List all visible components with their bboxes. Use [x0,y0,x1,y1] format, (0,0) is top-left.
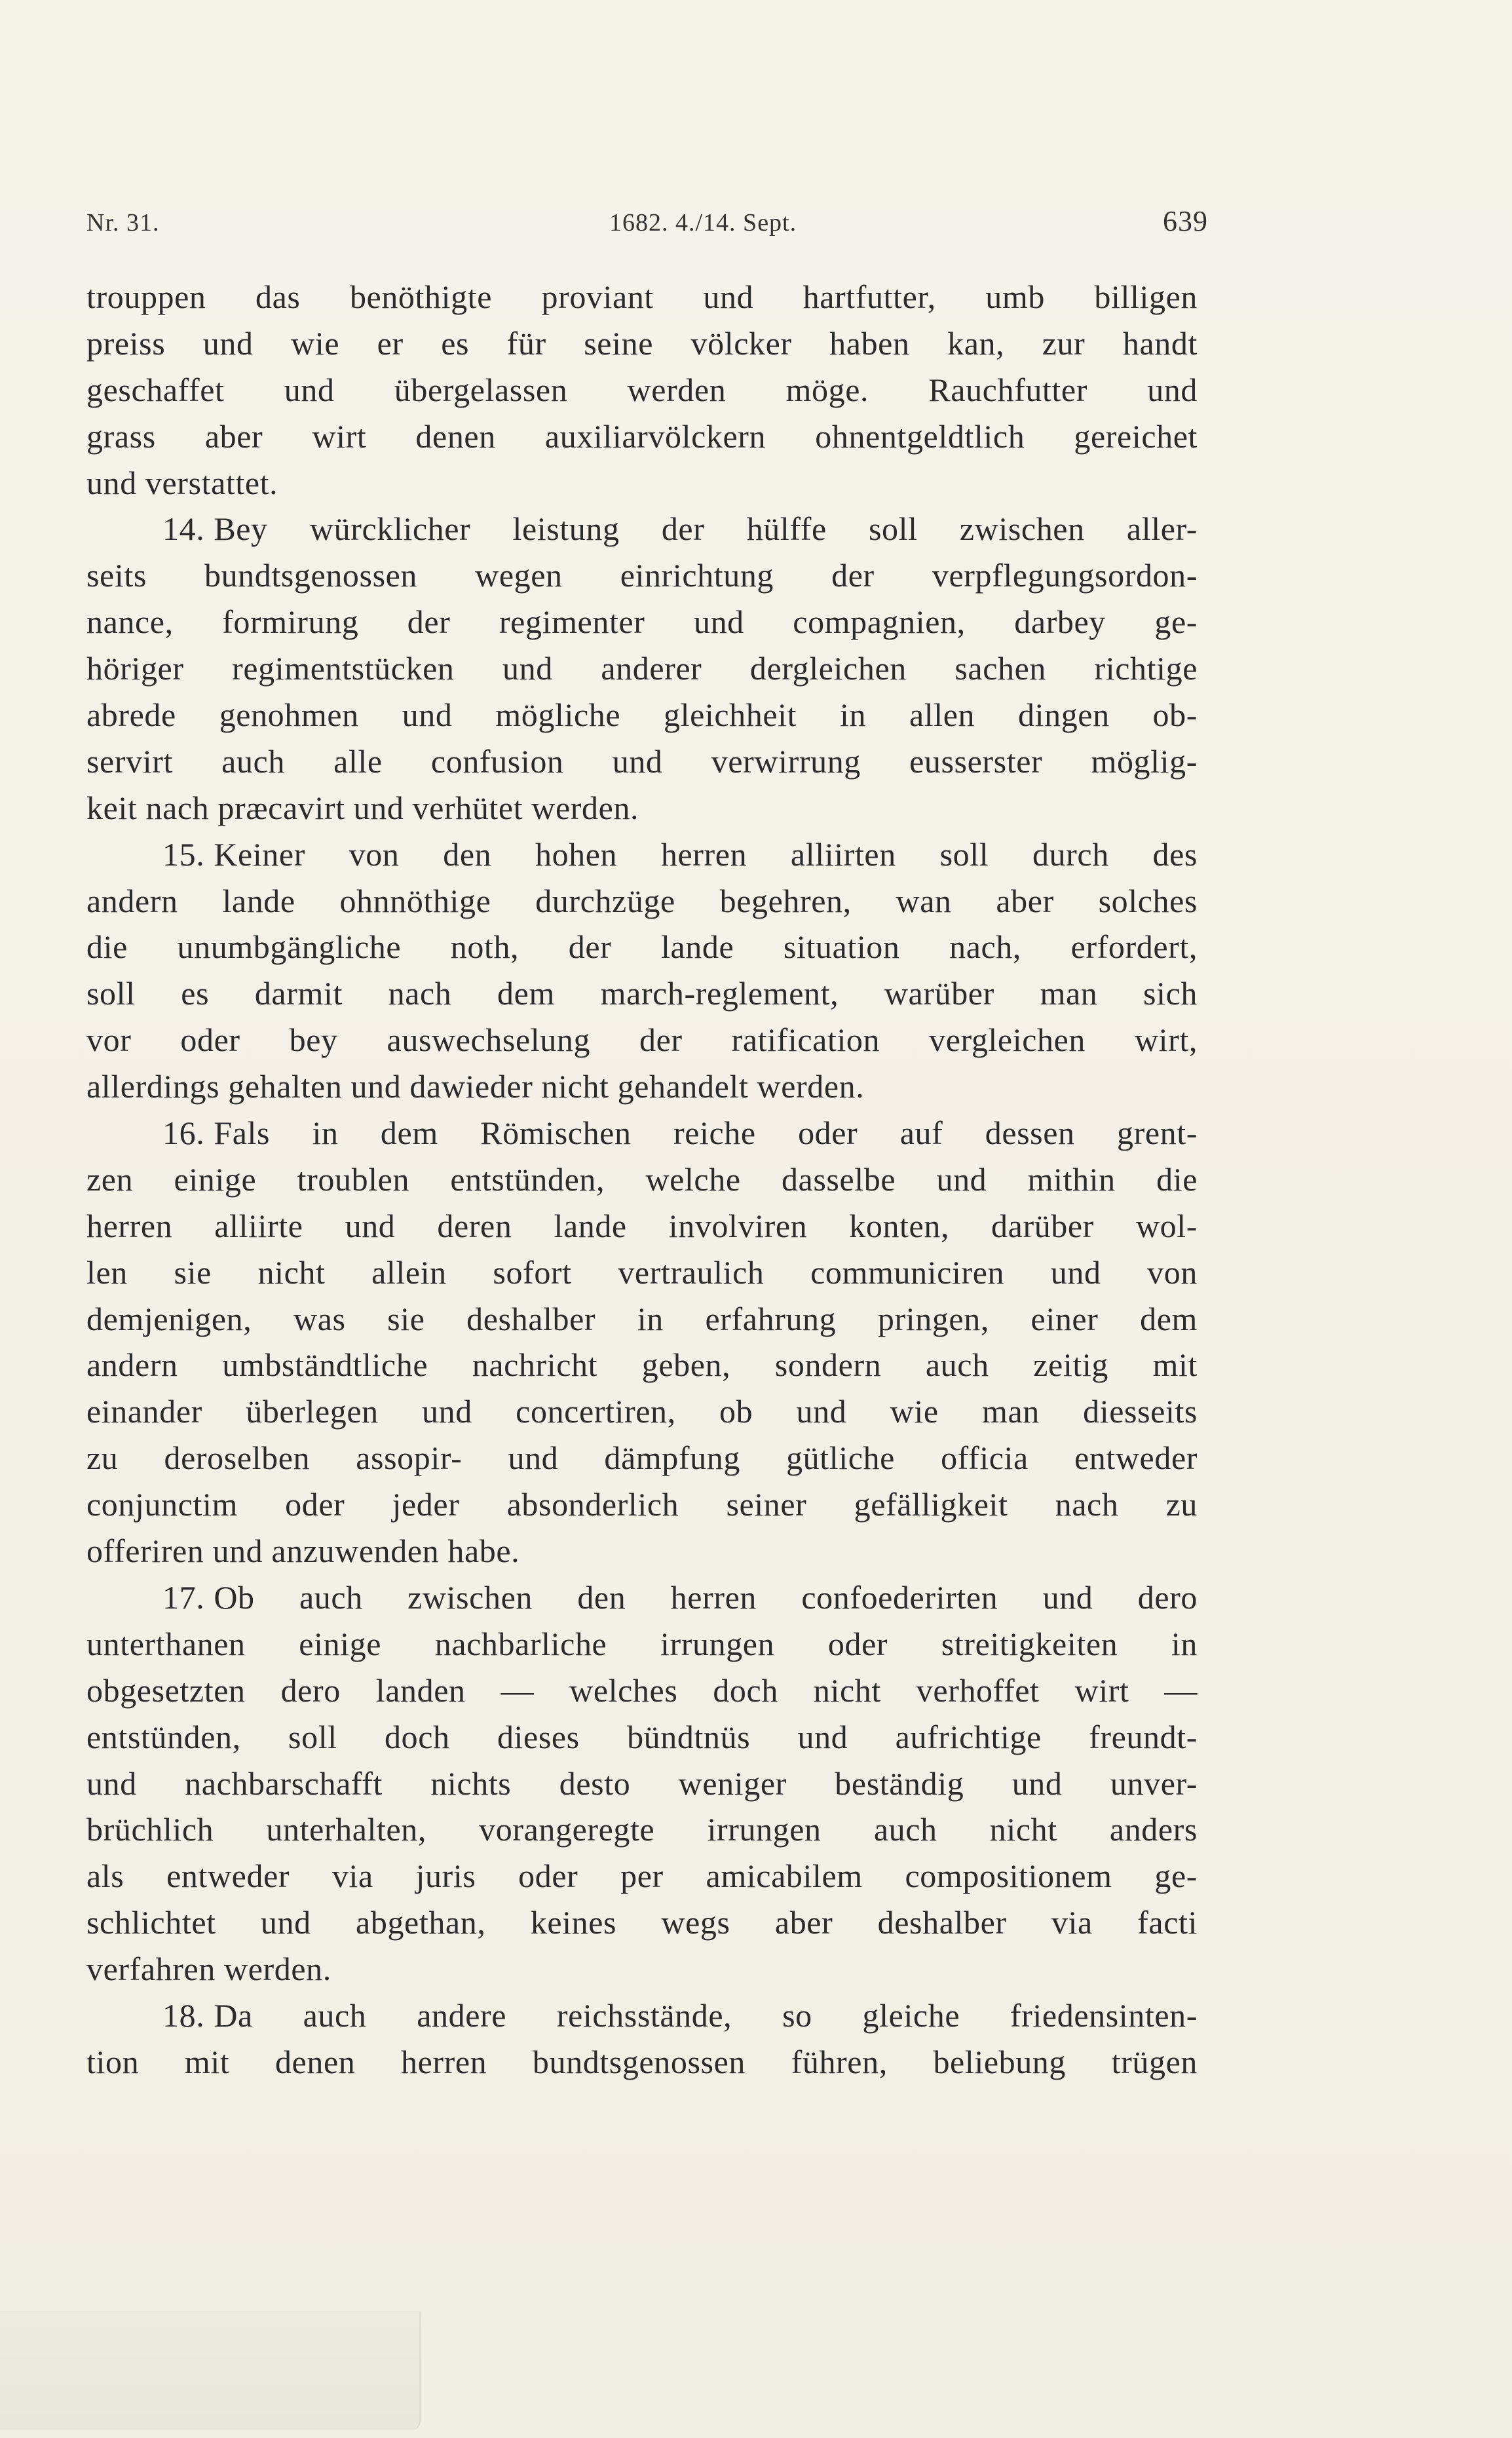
text-line [86,460,1198,506]
line-text: len sie nicht allein sofort vertraulich communiciren und von [86,1253,1198,1291]
text-line [86,1806,1198,1853]
line-text: allerdings gehalten und dawieder nicht gehandelt werden. [86,1068,865,1105]
text-line [86,413,1198,460]
line-text: Bey würcklicher leistung der hülffe soll zwischen aller- [214,510,1198,548]
document-number: Nr. 31. [86,209,160,237]
text-line [86,1946,1198,1992]
text-line [86,1342,1198,1388]
text-line [86,274,1198,320]
text-line [86,599,1198,645]
line-text: offeriren und anzuwenden habe. [86,1533,520,1570]
text-line [86,878,1198,924]
line-text: Keiner von den hohen herren alliirten soll durch des [214,835,1198,873]
page-header [86,204,1208,244]
text-line [86,1761,1198,1807]
line-text: trouppen das benöthigte proviant und hartfutter, umb billigen [86,278,1198,315]
line-text: keit nach præcavirt und verhütet werden. [86,789,639,826]
text-line [86,1296,1198,1343]
line-text: unterthanen einige nachbarliche irrungen oder streitigkeiten in [86,1625,1198,1662]
line-text: grass aber wirt denen auxiliarvölckern ohnentgeldtlich gereichet [86,417,1198,455]
text-line [86,645,1198,692]
paragraph-start-line [86,1574,1198,1621]
text-line [86,1481,1198,1528]
text-line [86,1017,1198,1063]
line-text: Da auch andere reichsstände, so gleiche friedensinten- [214,1996,1198,2034]
text-line [86,1714,1198,1761]
line-text: servirt auch alle confusion und verwirrung eusserster möglig- [86,742,1198,780]
line-text: zu deroselben assopir- und dämpfung gütliche officia entweder [86,1439,1198,1477]
paragraph-start-line [86,831,1198,878]
line-text: andern lande ohnnöthige durchzüge begehren, wan aber solches [86,882,1198,919]
paragraph-start-line [86,1992,1198,2039]
line-text: und verstattet. [86,464,278,501]
line-text: tion mit denen herren bundtsgenossen führen, beliebung trügen [86,2043,1198,2080]
paragraph-start-line [86,1110,1198,1156]
text-line [86,1203,1198,1249]
text-line [86,1899,1198,1946]
line-text: nance, formirung der regimenter und compagnien, darbey ge- [86,603,1198,641]
text-line [86,1435,1198,1481]
text-line [86,924,1198,970]
paragraph-number: 14. [162,510,205,548]
line-text: höriger regimentstücken und anderer dergleichen sachen richtige [86,650,1198,687]
paragraph-number: 16. [162,1114,205,1152]
text-line [86,552,1198,599]
paragraph-number: 17. [162,1578,205,1616]
body-text [86,274,1198,2086]
line-text: obgesetzten dero landen — welches doch nicht verhoffet wirt — [86,1671,1198,1709]
scan-artifact [0,2312,421,2430]
text-line [86,320,1198,367]
line-text: andern umbständtliche nachricht geben, sondern auch zeitig mit [86,1346,1198,1384]
text-line [86,1156,1198,1203]
line-text: abrede genohmen und mögliche gleichheit in allen dingen ob- [86,696,1198,734]
text-line [86,367,1198,413]
document-date: 1682. 4./14. Sept. [609,209,797,237]
line-text: brüchlich unterhalten, vorangeregte irrungen auch nicht anders [86,1811,1198,1848]
line-text: entstünden, soll doch dieses bündtnüs und aufrichtige freundt- [86,1718,1198,1755]
line-text: preiss und wie er es für seine völcker haben kan, zur handt [86,324,1198,362]
line-text: vor oder bey auswechselung der ratification vergleichen wirt, [86,1021,1198,1059]
line-text: soll es darmit nach dem march-reglement, warüber man sich [86,975,1198,1012]
page-number: 639 [1163,205,1208,237]
text-line [86,1528,1198,1574]
text-line [86,1249,1198,1296]
line-text: die unumbgängliche noth, der lande situation nach, erfordert, [86,928,1198,966]
line-text: demjenigen, was sie deshalber in erfahrung pringen, einer dem [86,1300,1198,1337]
text-line [86,2039,1198,2086]
line-text: zen einige troublen entstünden, welche dasselbe und mithin die [86,1160,1198,1198]
line-text: verfahren werden. [86,1951,331,1988]
paragraph-start-line [86,506,1198,552]
text-line [86,1621,1198,1667]
line-text: herren alliirte und deren lande involviren konten, darüber wol- [86,1207,1198,1244]
line-text: Fals in dem Römischen reiche oder auf dessen grent- [214,1114,1198,1152]
text-line [86,970,1198,1017]
line-text: conjunctim oder jeder absonderlich seiner gefälligkeit nach zu [86,1486,1198,1523]
text-line [86,738,1198,785]
line-text: seits bundtsgenossen wegen einrichtung der verpflegungsordon- [86,557,1198,594]
text-line [86,1667,1198,1714]
text-line [86,1853,1198,1899]
line-text: Ob auch zwischen den herren confoederirten und dero [214,1578,1198,1616]
line-text: einander überlegen und concertiren, ob und wie man diesseits [86,1393,1198,1430]
line-text: geschaffet und übergelassen werden möge. Rauchfutter und [86,371,1198,408]
line-text: und nachbarschafft nichts desto weniger beständig und unver- [86,1764,1198,1802]
text-line [86,692,1198,738]
text-line [86,785,1198,831]
text-line [86,1063,1198,1110]
paragraph-number: 18. [162,1996,205,2034]
line-text: als entweder via juris oder per amicabilem compositionem ge- [86,1857,1198,1895]
text-line [86,1388,1198,1435]
paragraph-number: 15. [162,835,205,873]
line-text: schlichtet und abgethan, keines wegs aber deshalber via facti [86,1904,1198,1941]
